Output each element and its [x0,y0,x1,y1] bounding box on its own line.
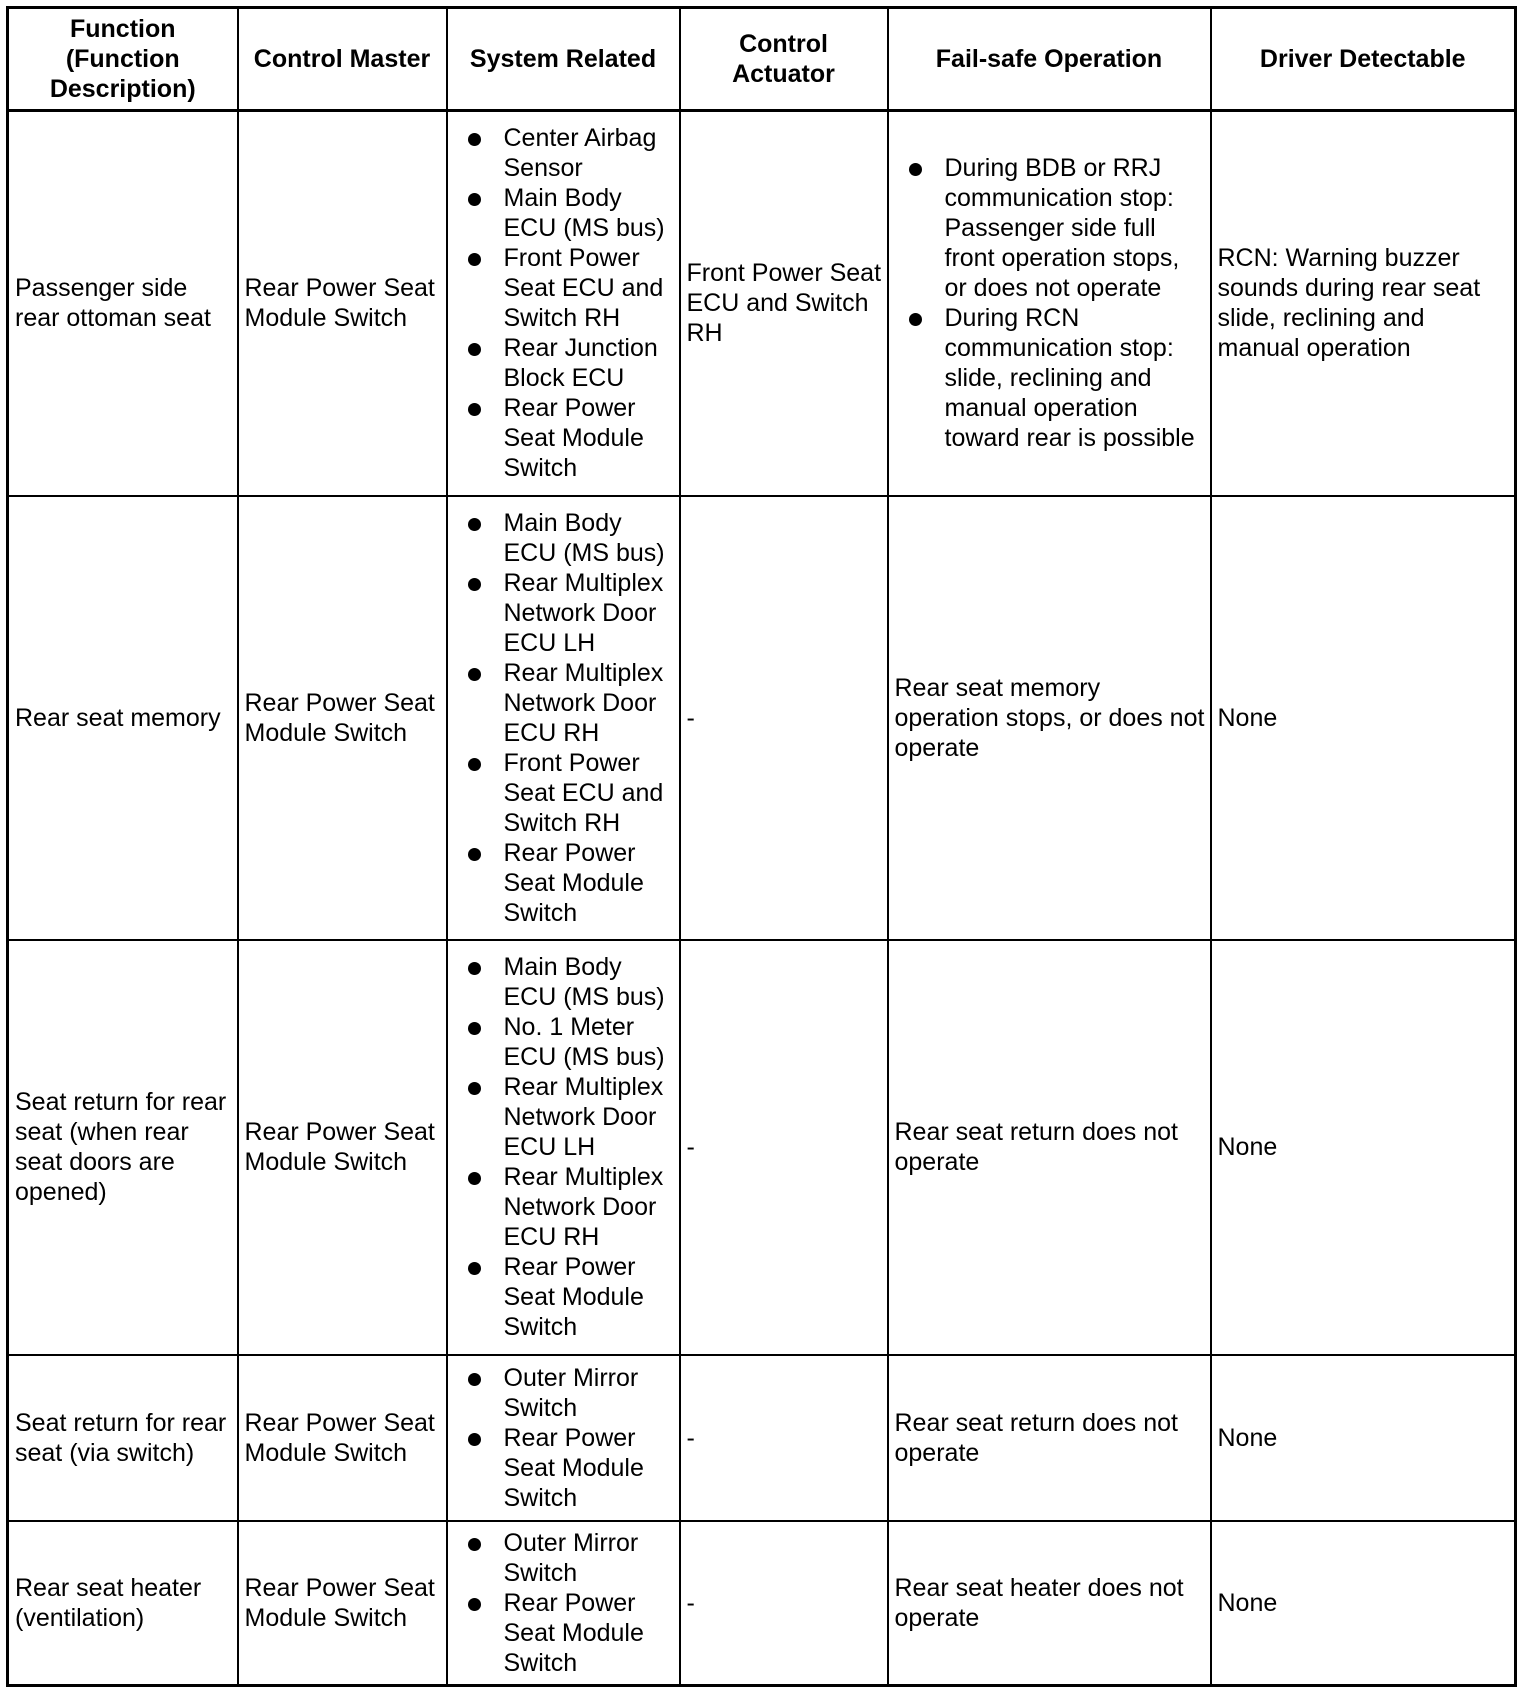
driver-detectable-cell: None [1211,1521,1516,1686]
control-actuator-cell: Front Power Seat ECU and Switch RH [680,111,888,496]
list-item: Rear Power Seat Module Switch [504,393,674,483]
list-item: During BDB or RRJ communication stop: Passenger side full front operation stops, or does not operate [945,153,1205,303]
function-cell: Passenger side rear ottoman seat [8,111,238,496]
system-related-list [454,952,674,1342]
control-master-cell: Rear Power Seat Module Switch [238,1355,447,1521]
list-item: No. 1 Meter ECU (MS bus) [504,1012,674,1072]
function-spec-table [6,6,1517,1687]
driver-detectable-cell: RCN: Warning buzzer sounds during rear seat slide, reclining and manual operation [1211,111,1516,496]
system-related-cell [447,496,680,940]
list-item: Rear Power Seat Module Switch [504,1423,674,1513]
header-function: Function (Function Description) [8,8,238,111]
fail-safe-cell: Rear seat return does not operate [888,1355,1211,1521]
list-item: Rear Multiplex Network Door ECU LH [504,568,674,658]
list-item: Rear Power Seat Module Switch [504,1252,674,1342]
table-row [8,496,1516,940]
system-related-cell [447,1355,680,1521]
driver-detectable-cell: None [1211,1355,1516,1521]
control-master-cell: Rear Power Seat Module Switch [238,111,447,496]
driver-detectable-cell: None [1211,496,1516,940]
list-item: Outer Mirror Switch [504,1363,674,1423]
control-master-cell: Rear Power Seat Module Switch [238,940,447,1355]
system-related-cell [447,1521,680,1686]
system-related-list [454,508,674,928]
list-item: Main Body ECU (MS bus) [504,183,674,243]
fail-safe-cell: Rear seat heater does not operate [888,1521,1211,1686]
header-fail-safe: Fail-safe Operation [888,8,1211,111]
header-control-master: Control Master [238,8,447,111]
list-item: Rear Junction Block ECU [504,333,674,393]
table-row [8,940,1516,1355]
control-actuator-cell: - [680,496,888,940]
table-row [8,1521,1516,1686]
function-cell: Seat return for rear seat (when rear seat doors are opened) [8,940,238,1355]
header-control-actuator: Control Actuator [680,8,888,111]
control-actuator-cell: - [680,1355,888,1521]
list-item: Outer Mirror Switch [504,1528,674,1588]
list-item: Rear Multiplex Network Door ECU RH [504,1162,674,1252]
table-row [8,1355,1516,1521]
table-row [8,111,1516,496]
control-actuator-cell: - [680,940,888,1355]
fail-safe-cell [888,111,1211,496]
fail-safe-cell: Rear seat return does not operate [888,940,1211,1355]
control-master-cell: Rear Power Seat Module Switch [238,1521,447,1686]
list-item: Center Airbag Sensor [504,123,674,183]
list-item: Main Body ECU (MS bus) [504,508,674,568]
function-cell: Rear seat heater (ventilation) [8,1521,238,1686]
control-master-cell: Rear Power Seat Module Switch [238,496,447,940]
system-related-list [454,1528,674,1678]
list-item: Front Power Seat ECU and Switch RH [504,748,674,838]
driver-detectable-cell: None [1211,940,1516,1355]
list-item: Rear Multiplex Network Door ECU LH [504,1072,674,1162]
list-item: Main Body ECU (MS bus) [504,952,674,1012]
list-item: Rear Power Seat Module Switch [504,1588,674,1678]
system-related-cell [447,111,680,496]
system-related-cell [447,940,680,1355]
function-cell: Rear seat memory [8,496,238,940]
header-driver-detectable: Driver Detectable [1211,8,1516,111]
fail-safe-list [895,153,1205,453]
list-item: Rear Power Seat Module Switch [504,838,674,928]
list-item: Front Power Seat ECU and Switch RH [504,243,674,333]
header-system-related: System Related [447,8,680,111]
system-related-list [454,1363,674,1513]
list-item: During RCN communication stop: slide, reclining and manual operation toward rear is possible [945,303,1205,453]
control-actuator-cell: - [680,1521,888,1686]
system-related-list [454,123,674,483]
function-cell: Seat return for rear seat (via switch) [8,1355,238,1521]
table-header-row [8,8,1516,111]
fail-safe-cell: Rear seat memory operation stops, or does not operate [888,496,1211,940]
list-item: Rear Multiplex Network Door ECU RH [504,658,674,748]
